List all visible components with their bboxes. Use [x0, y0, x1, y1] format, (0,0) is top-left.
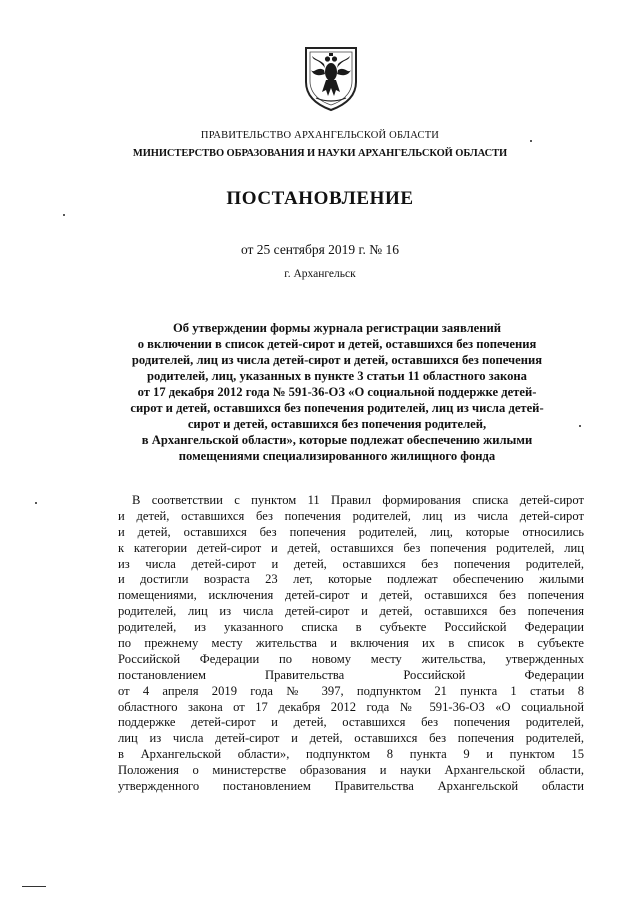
- body-line: Российской Федерации по новому месту жительства, утвержденных: [118, 651, 584, 666]
- body-line: по прежнему месту жительства и включения их в список в субъекте: [118, 636, 584, 651]
- body-line: постановлением Правительства Российской Федерации: [118, 667, 584, 682]
- body-line: родителей, из указанного списка в субъекте Российской Федерации: [118, 620, 584, 635]
- subject-line: родителей, лиц, указанных в пункте 3 статьи 11 областного закона: [147, 369, 527, 383]
- subject-line: от 17 декабря 2012 года № 591-36-ОЗ «О социальной поддержке детей-: [137, 385, 537, 399]
- subject-line: родителей, лиц из числа детей-сирот и детей, оставшихся без попечения: [131, 353, 543, 367]
- subject-line: помещениями специализированного жилищного фонда: [178, 449, 496, 463]
- body-line: и детей, оставшихся без попечения родителей, лиц, которые относились: [118, 524, 584, 539]
- scan-speck: [530, 140, 532, 142]
- subject-line: в Архангельской области», которые подлежат обеспечению жилыми: [141, 433, 533, 447]
- body-line: утвержденного постановлением Правительства Архангельской области: [118, 779, 584, 794]
- body-paragraph: [118, 493, 584, 795]
- body-line: областного закона от 17 декабря 2012 года № 591-36-ОЗ «О социальной: [118, 699, 584, 714]
- body-line: лиц из числа детей-сирот и детей, оставшихся без попечения родителей,: [118, 731, 584, 746]
- body-line: от 4 апреля 2019 года № 397, подпунктом 21 пункта 1 статьи 8: [118, 683, 584, 698]
- scan-speck: [35, 502, 37, 504]
- subject-line: сирот и детей, оставшихся без попечения родителей,: [187, 417, 487, 431]
- scan-mark: [22, 886, 46, 887]
- body-line: в Архангельской области», подпунктом 8 пункта 9 и пунктом 15: [118, 747, 584, 762]
- document-subject: [92, 320, 582, 464]
- coat-of-arms-emblem: [302, 44, 360, 112]
- body-line: помещениями, исключения детей-сирот и детей, оставшихся без попечения: [118, 588, 584, 603]
- date-and-number: от 25 сентября 2019 г. № 16: [240, 242, 400, 257]
- body-line: из числа детей-сирот и детей, оставшихся без попечения родителей,: [118, 556, 584, 571]
- scan-speck: [63, 214, 65, 216]
- city-name: г. Архангельск: [284, 268, 356, 280]
- body-line: В соответствии с пунктом 11 Правил формирования списка детей-сирот: [132, 493, 584, 507]
- government-name: ПРАВИТЕЛЬСТВО АРХАНГЕЛЬСКОЙ ОБЛАСТИ: [200, 130, 440, 141]
- body-line: к категории детей-сирот и детей, оставшихся без попечения родителей, лиц: [118, 540, 584, 555]
- subject-line: Об утверждении формы журнала регистрации заявлений: [172, 321, 502, 335]
- body-line: родителей, лиц из числа детей-сирот и детей, оставшихся без попечения: [118, 604, 584, 619]
- subject-line: сирот и детей, оставшихся без попечения родителей, лиц из числа детей-: [130, 401, 544, 415]
- document-type-title: ПОСТАНОВЛЕНИЕ: [226, 188, 414, 209]
- subject-line: о включении в список детей-сирот и детей, оставшихся без попечения: [137, 337, 537, 351]
- body-line: Положения о министерстве образования и науки Архангельской области,: [118, 763, 584, 778]
- body-line: и детей, оставшихся без попечения родителей, лиц из числа детей-сирот: [118, 508, 584, 523]
- scan-speck: [579, 425, 581, 427]
- body-line: поддержке детей-сирот и детей, оставшихся без попечения родителей,: [118, 715, 584, 730]
- body-line: и достигли возраста 23 лет, которые подлежат обеспечению жилыми: [118, 572, 584, 587]
- ministry-name: МИНИСТЕРСТВО ОБРАЗОВАНИЯ И НАУКИ АРХАНГЕЛЬСКОЙ ОБЛАСТИ: [132, 148, 508, 159]
